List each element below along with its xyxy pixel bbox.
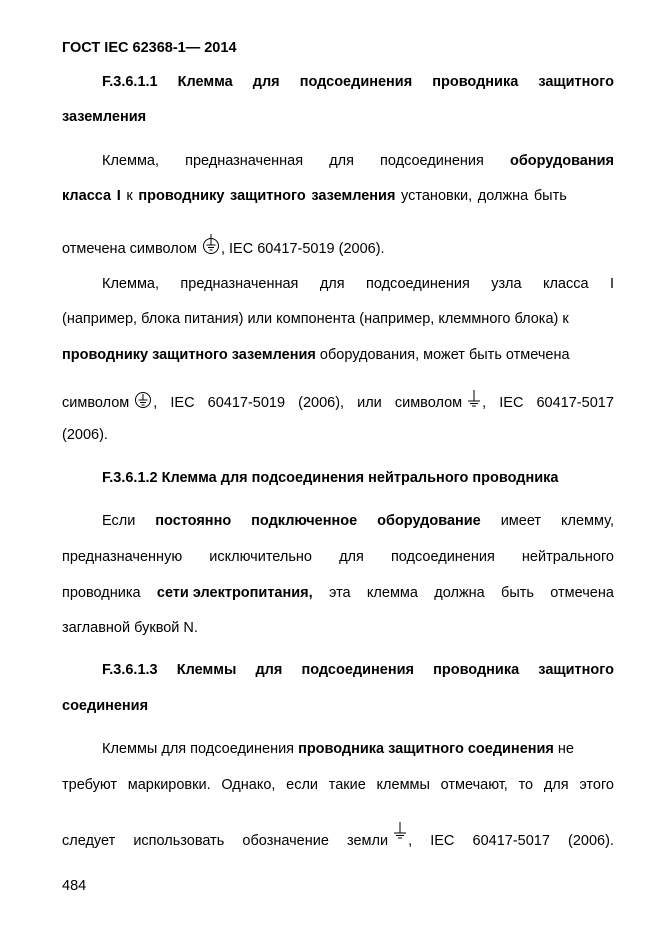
paragraph-line: отмечена символом , IEC 60417-5019 (2006). — [62, 231, 614, 259]
paragraph-line: (например, блока питания) или компонента (например, клеммного блока) к — [62, 311, 569, 327]
section-heading-f3613-cont: соединения — [62, 698, 149, 714]
paragraph-line: (2006). — [62, 427, 108, 443]
paragraph-line: класса I к проводнику защитного заземления установки, должна быть — [62, 188, 567, 204]
protective-earth-icon — [134, 391, 152, 407]
paragraph-line: проводнику защитного заземления оборудования, может быть отмечена — [62, 347, 570, 363]
section-heading-f3613: F.3.6.1.3 Клеммы для подсоединения проводника защитного — [102, 662, 614, 678]
earth-icon — [393, 821, 407, 845]
earth-icon — [467, 389, 481, 407]
section-heading-f3611-cont: заземления — [62, 109, 147, 125]
paragraph-line: Клемма, предназначенная для подсоединения оборудования — [102, 153, 614, 169]
paragraph-line: Клеммы для подсоединения проводника защитного соединения не — [102, 741, 574, 757]
paragraph-line: требуют маркировки. Однако, если такие клеммы отмечают, то для этого — [62, 777, 614, 793]
paragraph-line: Клемма, предназначенная для подсоединения узла класса I — [102, 276, 614, 292]
paragraph-line: символом , IEC 60417-5019 (2006), или символом , IEC 60417-5017 — [62, 389, 614, 413]
section-heading-f3611: F.3.6.1.1 Клемма для подсоединения проводника защитного — [102, 74, 614, 90]
page-number: 484 — [62, 878, 87, 894]
document-header: ГОСТ IEC 62368-1— 2014 — [62, 40, 237, 56]
paragraph-line: заглавной буквой N. — [62, 620, 198, 636]
paragraph-line: Если постоянно подключенное оборудование имеет клемму, — [102, 513, 614, 529]
paragraph-line: следует использовать обозначение земли , IEC 60417-5017 (2006). — [62, 821, 614, 851]
paragraph-line: проводника сети электропитания, эта клемма должна быть отмечена — [62, 585, 614, 601]
paragraph-line: предназначенную исключительно для подсоединения нейтрального — [62, 549, 614, 565]
section-heading-f3612: F.3.6.1.2 Клемма для подсоединения нейтрального проводника — [102, 470, 559, 486]
protective-earth-icon — [202, 231, 220, 253]
